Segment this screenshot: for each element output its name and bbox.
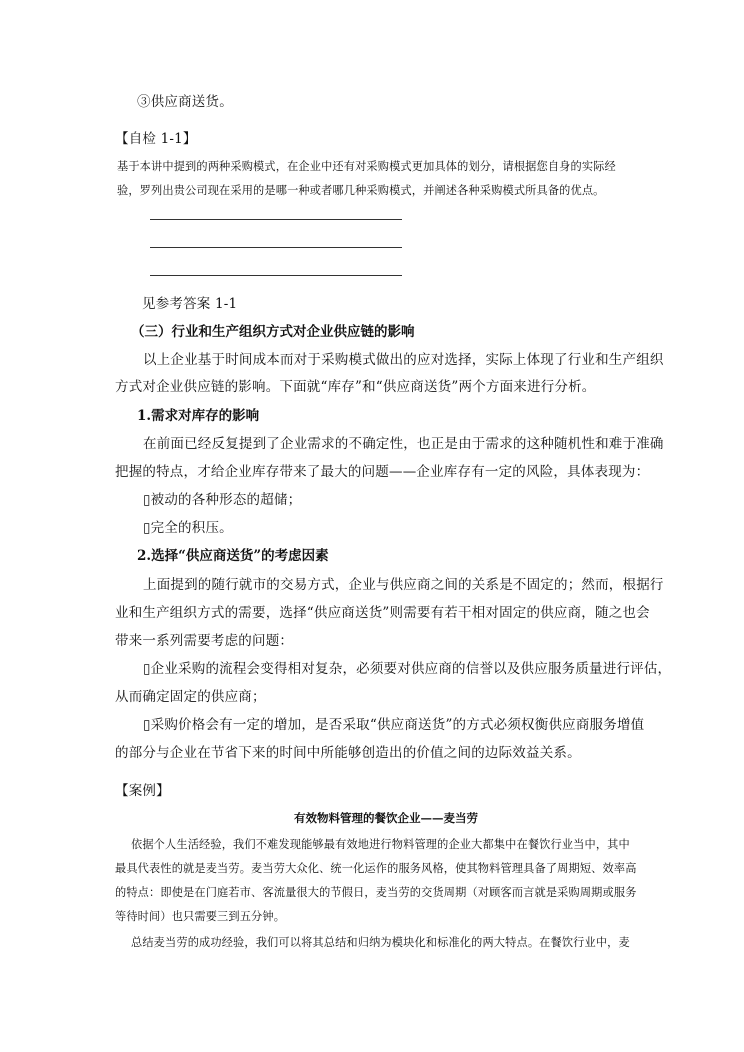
subsection-2-bullet-2-line-1: ▯采购价格会有一定的增加，是否采取“供应商送货”的方式必须权衡供应商服务增值 [143,717,645,733]
case-para-2-line-1: 总结麦当劳的成功经验，我们可以将其总结和归纳为模块化和标准化的两大特点。在餐饮行业中，麦 [131,936,630,949]
case-para-1-line-2: 最具代表性的就是麦当劳。麦当劳大众化、统一化运作的服务风格，使其物料管理具备了周期短、效率高 [115,862,637,875]
self-check-line-1: 基于本讲中提到的两种采购模式，在企业中还有对采购模式更加具体的划分，请根据您自身的实际经 [117,160,616,173]
section-three-intro-line-1: 以上企业基于时间成本而对于采购模式做出的应对选择，实际上体现了行业和生产组织 [143,352,664,368]
section-three-intro-line-2: 方式对企业供应链的影响。下面就“库存”和“供应商送货”两个方面来进行分析。 [115,379,596,395]
bullet-box-icon: ▯ [143,661,151,677]
bullet-box-icon: ▯ [143,717,151,733]
subsection-2-para-line-3: 带来一系列需要考虑的问题： [115,633,294,649]
answer-blank-line-1 [150,219,402,220]
answer-reference: 见参考答案 1-1 [142,296,238,312]
list-item-supplier-delivery: ③供应商送货。 [137,94,233,110]
case-para-1-line-4: 等待时间）也只需要三到五分钟。 [115,910,286,923]
subsection-2-bullet-1-line-1: ▯企业采购的流程会变得相对复杂，必须要对供应商的信誉以及供应服务质量进行评估， [143,661,672,677]
case-para-1-line-3: 的特点：即使是在门庭若市、客流量很大的节假日，麦当劳的交货周期（对顾客而言就是采购周期或服务 [115,886,637,899]
subsection-1-bullet-2: ▯完全的积压。 [143,520,233,536]
case-para-1-line-1: 依据个人生活经验，我们不难发现能够最有效地进行物料管理的企业大都集中在餐饮行业当中，其中 [131,838,630,851]
subsection-2-title: 2.选择“供应商送货”的考虑因素 [137,548,329,564]
bullet-box-icon: ▯ [143,520,151,536]
subsection-1-bullet-1: ▯被动的各种形态的超储； [143,492,302,508]
self-check-line-2: 验，罗列出贵公司现在采用的是哪一种或者哪几种采购模式，并阐述各种采购模式所具备的优点。 [117,184,605,197]
subsection-2-bullet-2-line-2: 的部分与企业在节省下来的时间中所能够创造出的价值之间的边际效益关系。 [115,745,581,761]
section-three-title: （三）行业和生产组织方式对企业供应链的影响 [131,324,415,340]
case-title: 有效物料管理的餐饮企业——麦当劳 [294,811,478,825]
bullet-box-icon: ▯ [143,492,151,508]
subsection-2-bullet-1-line-2: 从而确定固定的供应商； [115,689,266,705]
subsection-2-para-line-2: 业和生产组织方式的需要，选择“供应商送货”则需要有若干相对固定的供应商，随之也会 [115,605,650,621]
answer-blank-line-3 [150,275,402,276]
answer-blank-line-2 [150,247,402,248]
subsection-1-para-line-2: 把握的特点，才给企业库存带来了最大的问题——企业库存有一定的风险，具体表现为： [115,464,650,480]
self-check-label: 【自检 1-1】 [115,131,197,147]
subsection-2-para-line-1: 上面提到的随行就市的交易方式，企业与供应商之间的关系是不固定的；然而，根据行 [143,577,664,593]
subsection-1-para-line-1: 在前面已经反复提到了企业需求的不确定性，也正是由于需求的这种随机性和难于准确 [143,436,664,452]
subsection-1-title: 1.需求对库存的影响 [137,408,260,424]
case-label: 【案例】 [115,783,170,799]
